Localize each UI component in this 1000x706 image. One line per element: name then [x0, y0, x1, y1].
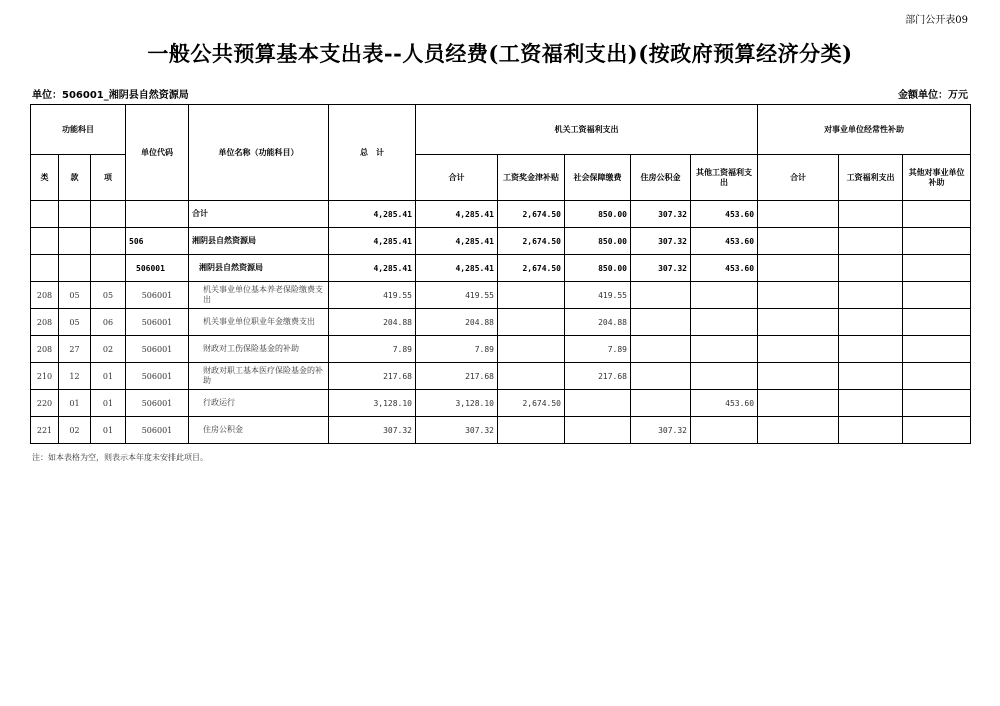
- cell-inst-subtotal: [758, 255, 839, 282]
- cell-inst-subtotal: [758, 282, 839, 309]
- header-inst-other: 其他对事业单位补助: [903, 155, 971, 201]
- header-other-welfare: 其他工资福利支出: [691, 155, 758, 201]
- cell-name: 财政对职工基本医疗保险基金的补助: [189, 363, 329, 390]
- cell-total: 4,285.41: [329, 255, 416, 282]
- cell-inst-subtotal: [758, 201, 839, 228]
- cell-kuan: [59, 255, 91, 282]
- cell-social: [565, 390, 631, 417]
- cell-lei: [31, 255, 59, 282]
- cell-other: [691, 417, 758, 444]
- cell-lei: 208: [31, 336, 59, 363]
- cell-inst-subtotal: [758, 228, 839, 255]
- cell-subtotal: 217.68: [416, 363, 498, 390]
- table-row: [31, 282, 971, 309]
- cell-social: 217.68: [565, 363, 631, 390]
- cell-other: [691, 363, 758, 390]
- cell-kuan: 05: [59, 309, 91, 336]
- cell-social: 850.00: [565, 201, 631, 228]
- cell-xiang: 05: [91, 282, 126, 309]
- cell-xiang: [91, 201, 126, 228]
- cell-housing: [631, 282, 691, 309]
- cell-name: 机关事业单位基本养老保险缴费支出: [189, 282, 329, 309]
- cell-other: [691, 282, 758, 309]
- header-org-subtotal: 合计: [416, 155, 498, 201]
- cell-lei: 220: [31, 390, 59, 417]
- cell-inst-welfare: [839, 390, 903, 417]
- cell-inst-welfare: [839, 228, 903, 255]
- cell-inst-welfare: [839, 336, 903, 363]
- cell-subtotal: 7.89: [416, 336, 498, 363]
- cell-other: [691, 336, 758, 363]
- cell-inst-subtotal: [758, 390, 839, 417]
- cell-subtotal: 4,285.41: [416, 255, 498, 282]
- amount-unit: 金额单位：万元: [898, 90, 968, 101]
- cell-inst-other: [903, 282, 971, 309]
- cell-social: [565, 417, 631, 444]
- cell-social: 419.55: [565, 282, 631, 309]
- cell-housing: [631, 336, 691, 363]
- header-social-security: 社会保障缴费: [565, 155, 631, 201]
- header-org-salary: 机关工资福利支出: [416, 105, 758, 155]
- cell-wage: 2,674.50: [498, 201, 565, 228]
- cell-total: 4,285.41: [329, 228, 416, 255]
- cell-code: 506001: [126, 417, 189, 444]
- cell-lei: [31, 201, 59, 228]
- cell-xiang: [91, 255, 126, 282]
- cell-name: 湘阴县自然资源局: [189, 228, 329, 255]
- cell-wage: [498, 282, 565, 309]
- cell-name: 湘阴县自然资源局: [189, 255, 329, 282]
- cell-inst-other: [903, 390, 971, 417]
- cell-wage: [498, 417, 565, 444]
- cell-social: 7.89: [565, 336, 631, 363]
- cell-inst-welfare: [839, 255, 903, 282]
- cell-other: 453.60: [691, 255, 758, 282]
- cell-lei: 221: [31, 417, 59, 444]
- header-inst-welfare: 工资福利支出: [839, 155, 903, 201]
- cell-wage: 2,674.50: [498, 255, 565, 282]
- cell-inst-subtotal: [758, 417, 839, 444]
- cell-code: 506001: [126, 282, 189, 309]
- cell-name: 财政对工伤保险基金的补助: [189, 336, 329, 363]
- cell-code: 506: [126, 228, 189, 255]
- cell-inst-welfare: [839, 282, 903, 309]
- cell-xiang: 01: [91, 363, 126, 390]
- cell-subtotal: 4,285.41: [416, 228, 498, 255]
- cell-wage: [498, 336, 565, 363]
- cell-kuan: 05: [59, 282, 91, 309]
- cell-housing: 307.32: [631, 201, 691, 228]
- cell-housing: 307.32: [631, 417, 691, 444]
- summary-row-dept: [31, 228, 971, 255]
- cell-inst-other: [903, 336, 971, 363]
- cell-inst-subtotal: [758, 336, 839, 363]
- cell-other: [691, 309, 758, 336]
- cell-wage: [498, 363, 565, 390]
- cell-other: 453.60: [691, 390, 758, 417]
- cell-subtotal: 4,285.41: [416, 201, 498, 228]
- header-func-subject: 功能科目: [31, 105, 126, 155]
- cell-kuan: 12: [59, 363, 91, 390]
- cell-total: 307.32: [329, 417, 416, 444]
- cell-inst-subtotal: [758, 363, 839, 390]
- cell-xiang: 01: [91, 417, 126, 444]
- cell-social: 850.00: [565, 255, 631, 282]
- cell-inst-welfare: [839, 201, 903, 228]
- cell-code: 506001: [126, 309, 189, 336]
- cell-kuan: 01: [59, 390, 91, 417]
- cell-other: 453.60: [691, 201, 758, 228]
- cell-total: 4,285.41: [329, 201, 416, 228]
- cell-kuan: [59, 201, 91, 228]
- cell-inst-other: [903, 228, 971, 255]
- cell-inst-other: [903, 255, 971, 282]
- cell-name: 行政运行: [189, 390, 329, 417]
- cell-social: 204.88: [565, 309, 631, 336]
- cell-subtotal: 419.55: [416, 282, 498, 309]
- cell-code: 506001: [126, 336, 189, 363]
- cell-lei: 208: [31, 282, 59, 309]
- budget-table: [30, 104, 971, 444]
- cell-xiang: 01: [91, 390, 126, 417]
- header-wage-bonus: 工资奖金津补贴: [498, 155, 565, 201]
- table-row: [31, 336, 971, 363]
- cell-name: 合计: [189, 201, 329, 228]
- table-row: [31, 390, 971, 417]
- header-housing-fund: 住房公积金: [631, 155, 691, 201]
- cell-inst-welfare: [839, 417, 903, 444]
- header-kuan: 款: [59, 155, 91, 201]
- cell-total: 7.89: [329, 336, 416, 363]
- cell-lei: 208: [31, 309, 59, 336]
- header-inst-subsidy: 对事业单位经常性补助: [758, 105, 971, 155]
- cell-code: 506001: [126, 255, 189, 282]
- header-lei: 类: [31, 155, 59, 201]
- cell-inst-other: [903, 201, 971, 228]
- cell-inst-other: [903, 363, 971, 390]
- cell-subtotal: 3,128.10: [416, 390, 498, 417]
- table-row: [31, 417, 971, 444]
- cell-housing: [631, 363, 691, 390]
- cell-other: 453.60: [691, 228, 758, 255]
- cell-social: 850.00: [565, 228, 631, 255]
- table-row: [31, 363, 971, 390]
- cell-code: 506001: [126, 390, 189, 417]
- cell-xiang: [91, 228, 126, 255]
- cell-total: 3,128.10: [329, 390, 416, 417]
- cell-xiang: 02: [91, 336, 126, 363]
- cell-subtotal: 307.32: [416, 417, 498, 444]
- header-inst-subtotal: 合计: [758, 155, 839, 201]
- footnote: 注：如本表格为空，则表示本年度未安排此项目。: [32, 453, 208, 462]
- cell-housing: 307.32: [631, 255, 691, 282]
- cell-lei: 210: [31, 363, 59, 390]
- cell-total: 217.68: [329, 363, 416, 390]
- cell-name: 住房公积金: [189, 417, 329, 444]
- cell-wage: 2,674.50: [498, 390, 565, 417]
- cell-housing: 307.32: [631, 228, 691, 255]
- page-number: 部门公开表09: [905, 15, 968, 26]
- summary-row-unit: [31, 255, 971, 282]
- header-unit-name: 单位名称（功能科目）: [189, 105, 329, 201]
- cell-wage: [498, 309, 565, 336]
- cell-inst-welfare: [839, 363, 903, 390]
- cell-kuan: 27: [59, 336, 91, 363]
- unit-label: 单位：506001_湘阴县自然资源局: [32, 90, 189, 101]
- cell-inst-other: [903, 417, 971, 444]
- cell-subtotal: 204.88: [416, 309, 498, 336]
- cell-inst-subtotal: [758, 309, 839, 336]
- cell-lei: [31, 228, 59, 255]
- cell-inst-welfare: [839, 309, 903, 336]
- header-unit-code: 单位代码: [126, 105, 189, 201]
- cell-housing: [631, 390, 691, 417]
- cell-xiang: 06: [91, 309, 126, 336]
- cell-code: 506001: [126, 363, 189, 390]
- header-xiang: 项: [91, 155, 126, 201]
- cell-kuan: 02: [59, 417, 91, 444]
- cell-total: 204.88: [329, 309, 416, 336]
- page-title: 一般公共预算基本支出表--人员经费(工资福利支出)(按政府预算经济分类): [147, 41, 853, 66]
- cell-name: 机关事业单位职业年金缴费支出: [189, 309, 329, 336]
- cell-kuan: [59, 228, 91, 255]
- table-row: [31, 309, 971, 336]
- cell-housing: [631, 309, 691, 336]
- header-total: 总 计: [329, 105, 416, 201]
- summary-row-total: [31, 201, 971, 228]
- cell-total: 419.55: [329, 282, 416, 309]
- cell-code: [126, 201, 189, 228]
- cell-inst-other: [903, 309, 971, 336]
- cell-wage: 2,674.50: [498, 228, 565, 255]
